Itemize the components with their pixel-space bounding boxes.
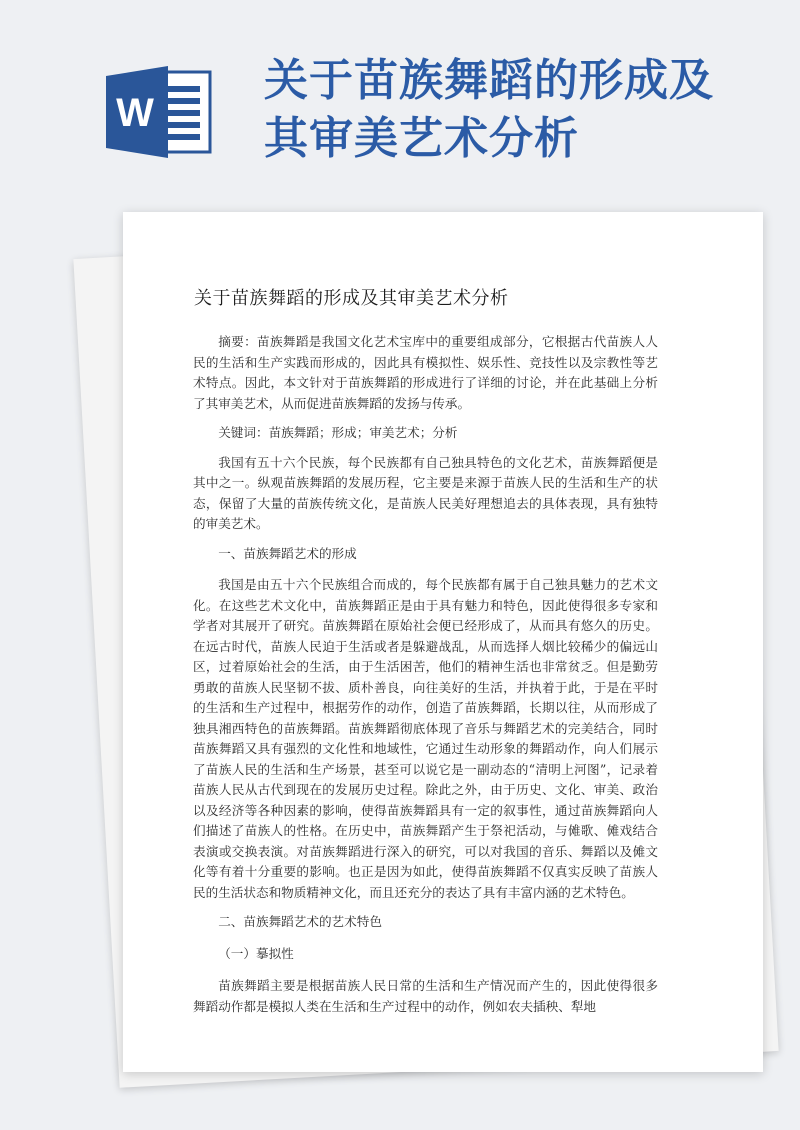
subsection1-heading: （一）摹拟性 — [218, 945, 294, 961]
document-page — [123, 212, 763, 1072]
banner-title-line2: 其审美艺术分析 — [264, 113, 579, 164]
keywords-paragraph: 关键词：苗族舞蹈；形成；审美艺术；分析 — [218, 425, 458, 440]
abstract-paragraph: 摘要：苗族舞蹈是我国文化艺术宝库中的重要组成部分，它根据古代苗族人人民的生活和生产实践而形成的，因此具有模拟性、娱乐性、竞技性以及宗教性等艺术特点。因此，本文针对于苗族舞蹈的形成进行了详细的讨论，并在此基础上分析了其审美艺术，从而促进苗族舞蹈的发扬与传承。 — [193, 334, 658, 411]
section2-heading: 二、苗族舞蹈艺术的艺术特色 — [218, 914, 382, 929]
intro-paragraph: 我国有五十六个民族，每个民族都有自己独具特色的文化艺术，苗族舞蹈便是其中之一。纵观苗族舞蹈的发展历程，它主要是来源于苗族人民的生活和生产的状态，保留了大量的苗族传统文化，是苗族人民美好理想追去的具体表现，具有独特的审美艺术。 — [193, 454, 658, 531]
subsection1-paragraph: 苗族舞蹈主要是根据苗族人民日常的生活和生产情况而产生的，因此使得很多舞蹈动作都是模拟人类在生活和生产过程中的动作，例如农夫插秧、犁地 — [193, 978, 658, 1014]
logo-letter: W — [116, 91, 154, 135]
banner-title-line1: 关于苗族舞蹈的形成及 — [264, 55, 714, 106]
document-title: 关于苗族舞蹈的形成及其审美艺术分析 — [194, 288, 509, 309]
word-document-icon — [106, 66, 214, 158]
document-body — [193, 332, 658, 1026]
section1-heading: 一、苗族舞蹈艺术的形成 — [218, 545, 357, 561]
section1-paragraph: 我国是由五十六个民族组合而成的，每个民族都有属于自己独具魅力的艺术文化。在这些艺术文化中，苗族舞蹈正是由于具有魅力和特色，因此使得很多专家和学者对其展开了研究。苗族舞蹈在原始社会便已经形成了，从而具有悠久的历史。在远古时代，苗族人民迫于生活或者是躲避战乱，从而选择人烟比较稀少的偏远山区，过着原始社会的生活，由于生活困苦，他们的精神生活也非常贫乏。但是勤劳勇敢的苗族人民坚韧不拔、质朴善良，向往美好的生活，并执着于此，于是在平时的生活和生产过程中，根据劳作的动作，创造了苗族舞蹈，长期以往，从而形成了独具湘西特色的苗族舞蹈。苗族舞蹈彻底体现了音乐与舞蹈艺术的完美结合，同时苗族舞蹈又具有强烈的文化性和地域性，它通过生动形象的舞蹈动作，向人们展示了苗族人民的生活和生产场景，甚至可以说它是一副动态的“清明上河图”，记录着苗族人民从古代到现在的发展历史过程。除此之外，由于历史、文化、审美、政治以及经济等各种因素的影响，使得苗族舞蹈具有一定的叙事性，通过苗族舞蹈向人们描述了苗族人的性格。在历史中，苗族舞蹈产生于祭祀活动，与傩歌、傩戏结合表演或交换表演。对苗族舞蹈进行深入的研究，可以对我国的音乐、舞蹈以及傩文化等有着十分重要的影响。也正是因为如此，使得苗族舞蹈不仅真实反映了苗族人民的生活状态和物质精神文化，而且还充分的表达了具有丰富内涵的艺术特色。 — [193, 577, 658, 900]
banner-title — [264, 52, 784, 168]
